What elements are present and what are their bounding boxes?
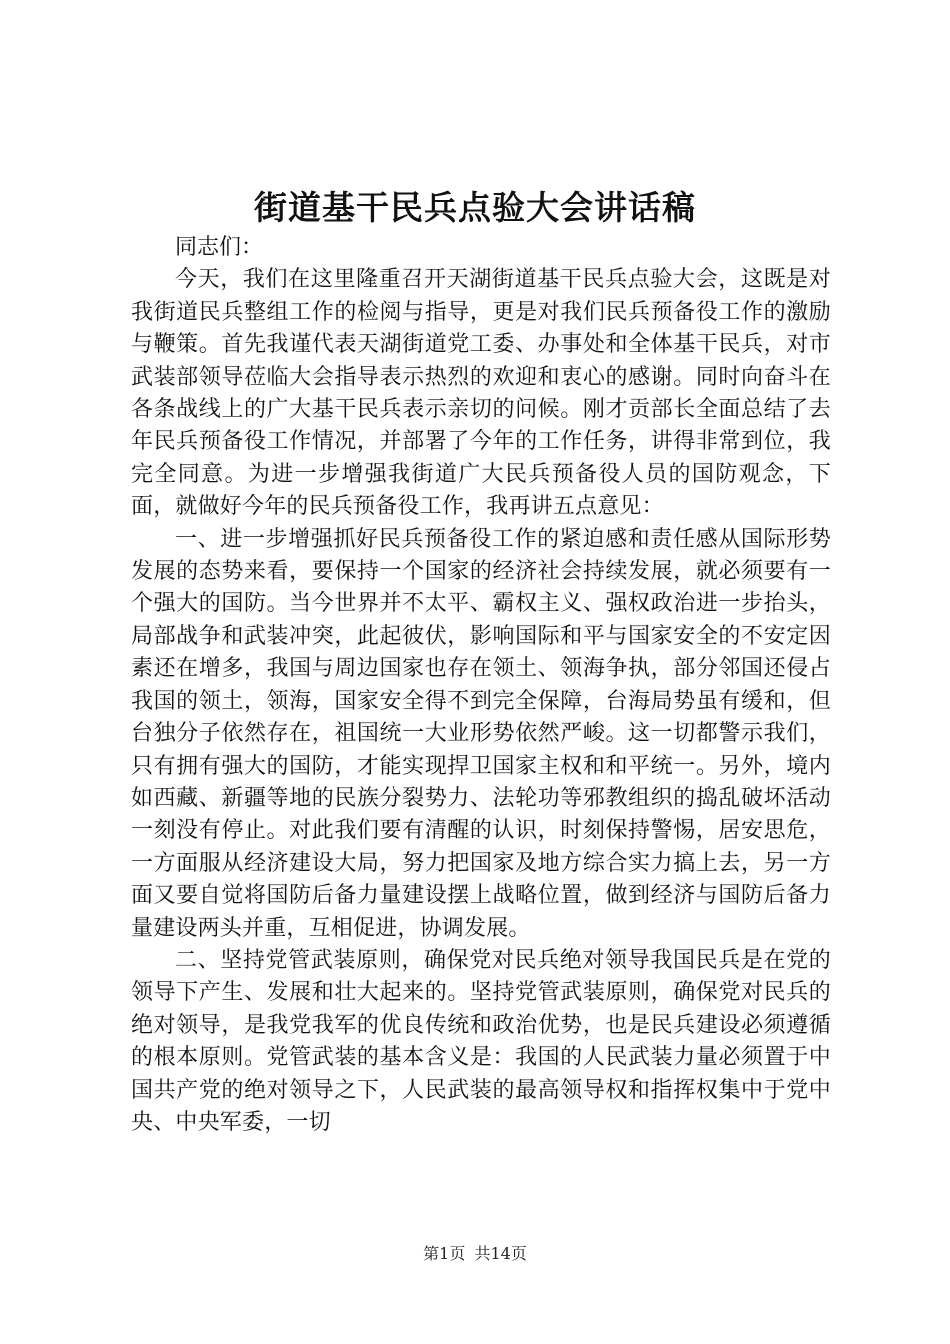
- page-number: 第1页: [423, 1244, 466, 1263]
- page-footer: [0, 1243, 950, 1265]
- page-title: 街道基干民兵点验大会讲话稿: [254, 188, 696, 227]
- paragraph-intro: 今天，我们在这里隆重召开天湖街道基干民兵点验大会，这既是对我街道民兵整组工作的检阅与指导，更是对我们民兵预备役工作的激励与鞭策。首先我谨代表天湖街道党工委、办事处和全体基干民兵，对市武装部领导莅临大会指导表示热烈的欢迎和衷心的感谢。同时向奋斗在各条战线上的广大基干民兵表示亲切的问候。刚才贡部长全面总结了去年民兵预备役工作情况，并部署了今年的工作任务，讲得非常到位，我完全同意。为进一步增强我街道广大民兵预备役人员的国防观念，下面，就做好今年的民兵预备役工作，我再讲五点意见：: [131, 267, 831, 520]
- paragraph-point-one: 一、进一步增强抓好民兵预备役工作的紧迫感和责任感从国际形势发展的态势来看，要保持一个国家的经济社会持续发展，就必须要有一个强大的国防。当今世界并不太平、霸权主义、强权政治进一步抬头，局部战争和武装冲突，此起彼伏，影响国际和平与国家安全的不安定因素还在增多，我国与周边国家也存在领土、领海争执，部分邻国还侵占我国的领土，领海，国家安全得不到完全保障，台海局势虽有缓和，但台独分子依然存在，祖国统一大业形势依然严峻。这一切都警示我们，只有拥有强大的国防，才能实现捍卫国家主权和和平统一。另外，境内如西藏、新疆等地的民族分裂势力、法轮功等邪教组织的捣乱破坏活动一刻没有停止。对此我们要有清醒的认识，时刻保持警惕，居安思危，一方面服从经济建设大局，努力把国家及地方综合实力搞上去，另一方面又要自觉将国防后备力量建设摆上战略位置，做到经济与国防后备力量建设两头并重，互相促进，协调发展。: [131, 526, 831, 941]
- page-total: 共14页: [474, 1244, 527, 1263]
- salutation: 同志们：: [175, 235, 264, 260]
- document-body: [131, 232, 831, 1139]
- paragraph-point-two: 二、坚持党管武装原则，确保党对民兵绝对领导我国民兵是在党的领导下产生、发展和壮大起来的。坚持党管武装原则，确保党对民兵的绝对领导，是我党我军的优良传统和政治优势，也是民兵建设必须遵循的根本原则。党管武装的基本含义是：我国的人民武装力量必须置于中国共产党的绝对领导之下，人民武装的最高领导权和指挥权集中于党中央、中央军委，一切: [131, 947, 831, 1135]
